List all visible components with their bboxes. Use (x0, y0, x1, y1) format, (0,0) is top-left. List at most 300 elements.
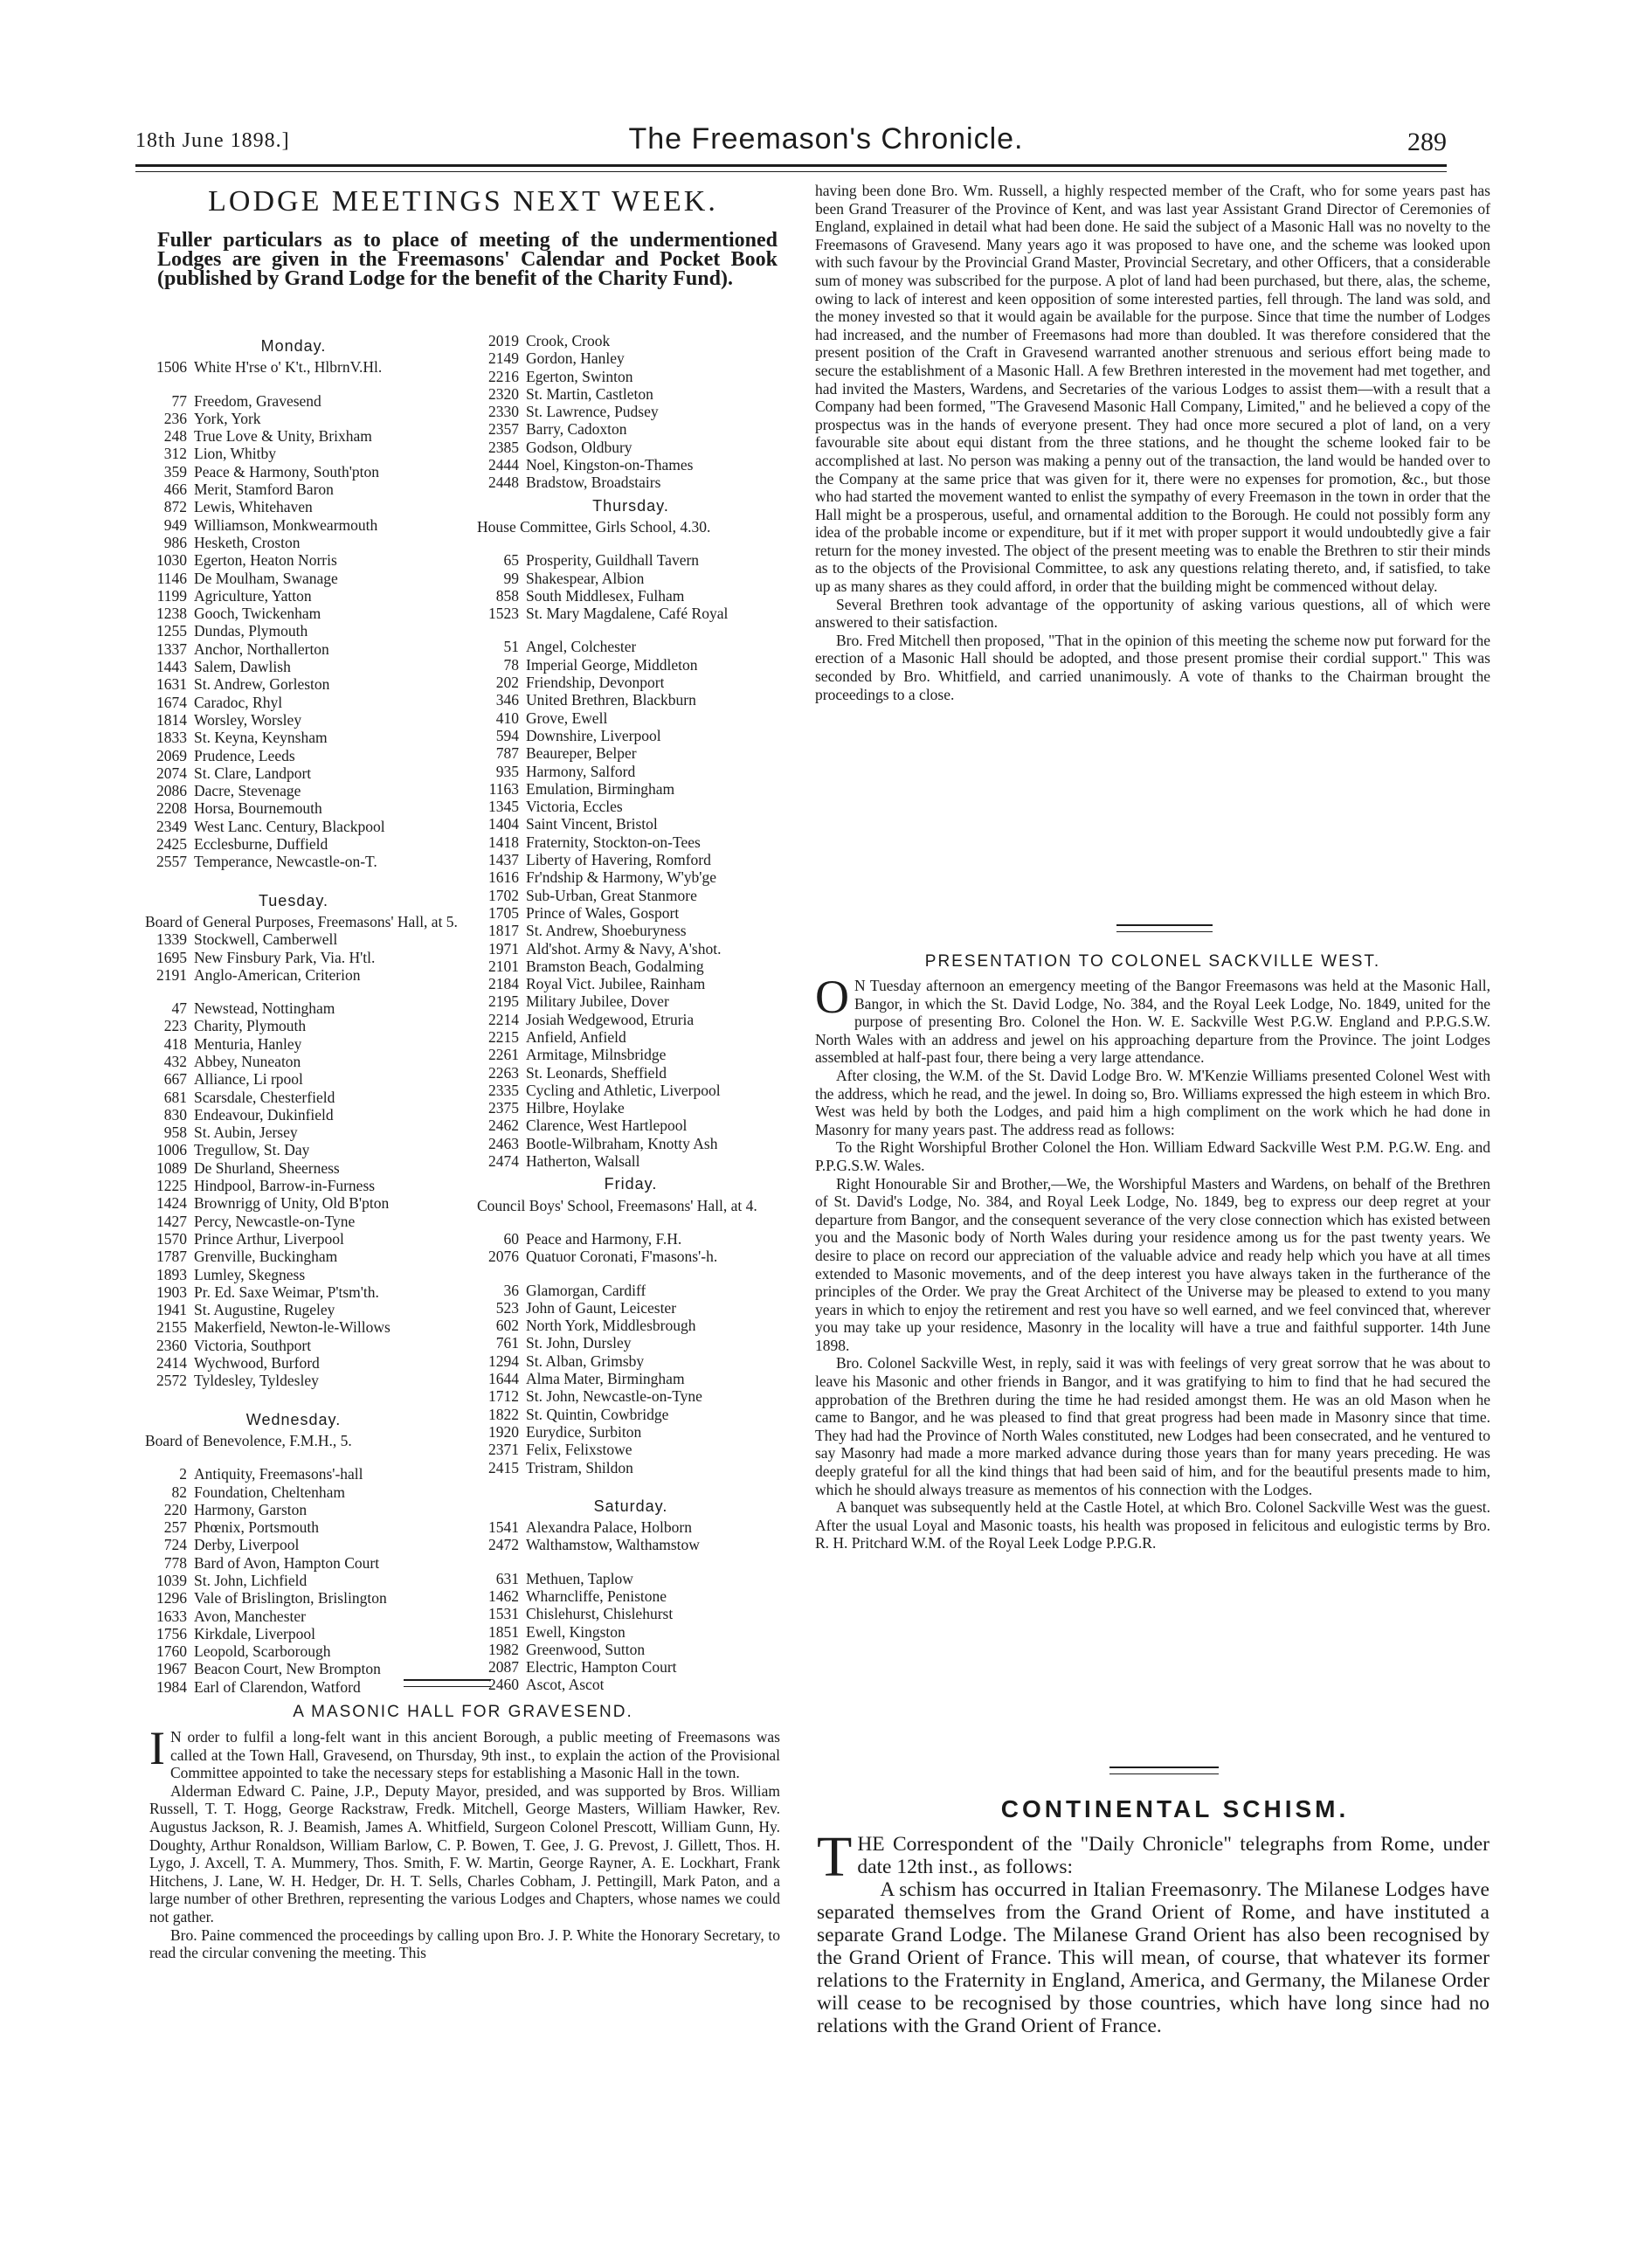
lodge-number: 1817 (488, 922, 519, 940)
lodge-name: Glamorgan, Cardiff (526, 1281, 646, 1299)
lodge-name: Royal Vict. Jubilee, Rainham (526, 975, 706, 993)
day-heading: Tuesday. (258, 891, 329, 909)
lodge-entry (477, 709, 785, 727)
lodge-name: Emulation, Birmingham (526, 779, 675, 798)
lodge-name: Charity, Plymouth (194, 1017, 307, 1035)
lodge-entry (477, 975, 785, 992)
lodge-number: 1199 (156, 586, 187, 605)
schism-para-2: A schism has occurred in Italian Freemasonry. The Milanese Lodges have separated themselves from the Grand Orient of Rome, and have instituted a separate Grand Lodge. The Milanese Grand Orient has also been recognised by the Grand Orient of France. This will mean, of course, that whatever its former relations to the Fraternity in England, America, and Germany, the Milanese Order will cease to be recognised by those countries, which have long since had no relations with the Grand Orient of France. (817, 1878, 1490, 2037)
lodge-entry (477, 385, 785, 403)
lodge-number: 787 (495, 744, 519, 763)
lodge-number: 1616 (488, 868, 519, 887)
lodge-number: 631 (495, 1569, 519, 1587)
lodge-name: Bradstow, Broadstairs (526, 474, 661, 492)
lodge-name: Hindpool, Barrow-in-Furness (194, 1177, 376, 1195)
lodge-number: 1294 (488, 1352, 519, 1370)
lodge-name: Imperial George, Middleton (526, 655, 698, 674)
lodge-number: 1339 (156, 930, 187, 949)
lodge-name: Worsley, Worsley (194, 710, 302, 729)
lodge-number: 2086 (156, 782, 187, 800)
lodge-number: 1756 (156, 1624, 187, 1642)
lodge-entry (145, 966, 460, 984)
lodge-name: Foundation, Cheltenham (194, 1483, 346, 1501)
lodge-entry (145, 1318, 460, 1336)
lodge-name: Hatherton, Walsall (526, 1152, 640, 1171)
lodge-name: St. Augustine, Rugeley (194, 1301, 335, 1319)
lodge-number: 2335 (488, 1081, 519, 1099)
lodge-number: 466 (163, 481, 187, 499)
sackville-para-1: O N Tuesday afternoon an emergency meeting of the Bangor Freemasons was held at the Masonic Hall, Bangor, in which the St. David Lodge, No. 384, and the Royal Leek Lodge, No. 1849, united for the purpose of presenting Bro. Colonel the Hon. W. E. Sackville West P.G.W. England and P.P.G.S.W. North Wales with an address and jewel on his approaching departure from the Province. The joint Lodges assembled at half-past four, there being a very large attendance. (815, 971, 1490, 1067)
lodge-entry (145, 1141, 460, 1158)
lodge-name: Bramston Beach, Godalming (526, 957, 704, 975)
lodge-number: 2263 (488, 1063, 519, 1082)
lodge-entry (145, 445, 460, 462)
lodge-number: 236 (163, 409, 187, 427)
schism-para-1: THE Correspondent of the "Daily Chronicle" telegraphs from Rome, under date 12th inst., as follows: (817, 1825, 1490, 1889)
lodge-name: St. Martin, Castleton (526, 384, 653, 403)
lodge-entry (145, 1660, 460, 1677)
lodge-number: 761 (495, 1334, 519, 1352)
lodge-name: Ecclesburne, Duffield (194, 835, 328, 854)
lodge-name: Friendship, Devonport (526, 674, 665, 692)
lodge-number: 2572 (156, 1372, 187, 1390)
lodge-name: Clarence, West Hartlepool (526, 1117, 688, 1135)
lodge-list-column-right (477, 332, 785, 1694)
lodge-name: St. Alban, Grimsby (526, 1352, 645, 1370)
lodge-entry (477, 420, 785, 438)
lodge-list-column-left (145, 332, 460, 1696)
lodge-name: Harmony, Salford (526, 762, 636, 780)
lodge-entry (145, 764, 460, 782)
lodge-name: Williamson, Monkwearmouth (194, 515, 378, 534)
lodge-name: New Finsbury Park, Via. H'tl. (194, 948, 376, 966)
lodge-entry (145, 999, 460, 1017)
lodge-name: St. Lawrence, Pudsey (526, 403, 659, 421)
lodge-entry (477, 674, 785, 691)
lodge-name: Gooch, Twickenham (194, 605, 321, 623)
lodge-number: 2385 (488, 438, 519, 456)
lodge-name: Tristram, Shildon (526, 1458, 633, 1476)
lodge-name: Pr. Ed. Saxe Weimar, P'tsm'th. (194, 1283, 379, 1301)
lodge-name: Lion, Whitby (194, 445, 276, 463)
list-spacer (477, 622, 785, 638)
lodge-name: Fr'ndship & Harmony, W'yb'ge (526, 868, 716, 887)
lodge-name: Alexandra Palace, Holborn (526, 1518, 692, 1537)
lodge-entry (145, 587, 460, 605)
lodge-entry (477, 1387, 785, 1405)
lodge-entry (145, 799, 460, 817)
lodge-name: True Love & Unity, Brixham (194, 427, 372, 446)
lodge-entry (477, 1046, 785, 1063)
lodge-number: 1238 (156, 605, 187, 623)
lodge-name: Noel, Kingston-on-Thames (526, 456, 694, 474)
lodge-entry (477, 1317, 785, 1334)
lodge-name: Alliance, Li rpool (194, 1070, 303, 1089)
lodge-number: 2330 (488, 403, 519, 421)
list-spacer (145, 1449, 460, 1465)
lodge-entry (145, 1070, 460, 1088)
lodge-entry (477, 992, 785, 1010)
lodge-number: 872 (163, 498, 187, 516)
lodge-number: 2375 (488, 1099, 519, 1117)
lodge-name: Chislehurst, Chislehurst (526, 1605, 674, 1623)
lodge-number: 1941 (156, 1301, 187, 1319)
lodge-number: 432 (163, 1052, 187, 1070)
lodge-name: Lewis, Whitehaven (194, 498, 313, 516)
lodge-name: St. Mary Magdalene, Café Royal (526, 605, 729, 623)
lodge-number: 77 (171, 391, 187, 410)
lodge-number: 1531 (488, 1605, 519, 1623)
lodge-meetings-intro: Fuller particulars as to place of meeting of the undermentioned Lodges are given in the Freemasons' Calendar and Pocket Book (published by Grand Lodge for the benefit of the Charity Fund). (157, 229, 778, 290)
gravesend-para-1: I N order to fulfil a long-felt want in this ancient Borough, a public meeting of Freemasons was called at the Town Hall, Gravesend, on Thursday, 9th inst., to explain the action of the Provisional Committee appointed to take the necessary steps for establishing a Masonic Hall in the town. (149, 1722, 780, 1782)
lodge-number: 1705 (488, 903, 519, 922)
lodge-name: Anchor, Northallerton (194, 640, 329, 658)
lodge-name: Temperance, Newcastle-on-T. (194, 853, 377, 871)
lodge-number: 1971 (488, 939, 519, 958)
lodge-entry (145, 1213, 460, 1230)
lodge-name: Grenville, Buckingham (194, 1248, 338, 1266)
lodge-name: Beaureper, Belper (526, 744, 637, 763)
lodge-entry (477, 1082, 785, 1099)
lodge-number: 2414 (156, 1354, 187, 1372)
lodge-entry (145, 534, 460, 551)
lodge-number: 1462 (488, 1587, 519, 1605)
lodge-name: Kirkdale, Liverpool (194, 1624, 315, 1642)
lodge-entry (145, 463, 460, 481)
lodge-number: 2357 (488, 420, 519, 439)
lodge-number: 1833 (156, 729, 187, 747)
lodge-name: Walthamstow, Walthamstow (526, 1536, 700, 1554)
lodge-number: 949 (163, 515, 187, 534)
lodge-entry (477, 1623, 785, 1641)
lodge-entry (145, 1089, 460, 1106)
lodge-number: 60 (503, 1229, 519, 1248)
lodge-entry (477, 1135, 785, 1152)
lodge-entry (477, 691, 785, 709)
lodge-number: 2074 (156, 764, 187, 782)
lodge-name: Josiah Wedgewood, Etruria (526, 1010, 695, 1028)
lodge-name: Ascot, Ascot (526, 1676, 605, 1694)
lodge-entry (477, 868, 785, 886)
lodge-entry (145, 1159, 460, 1177)
lodge-entry (145, 392, 460, 410)
lodge-name: United Brethren, Blackburn (526, 691, 696, 709)
lodge-entry (477, 1248, 785, 1265)
lodge-entry (145, 410, 460, 427)
schism-heading: CONTINENTAL SCHISM. (1000, 1795, 1350, 1822)
drop-cap: T (817, 1825, 853, 1889)
lodge-entry (145, 930, 460, 948)
lodge-name: White H'rse o' K't., HlbrnV.Hl. (194, 358, 383, 377)
lodge-name: Ald'shot. Army & Navy, A'shot. (526, 939, 722, 958)
lodge-name: Percy, Newcastle-on-Tyne (194, 1212, 356, 1230)
lodge-name: Harmony, Garston (194, 1500, 308, 1518)
issue-date: 18th June 1898.] (135, 129, 290, 152)
lodge-number: 1631 (156, 675, 187, 694)
lodge-number: 1523 (488, 605, 519, 623)
lodge-number: 1506 (156, 358, 187, 377)
lodge-number: 220 (163, 1500, 187, 1518)
lodge-name: St. Aubin, Jersey (194, 1124, 298, 1142)
lodge-name: Hesketh, Croston (194, 533, 301, 551)
lodge-name: Lumley, Skegness (194, 1265, 306, 1283)
lodge-number: 1893 (156, 1265, 187, 1283)
lodge-number: 2069 (156, 746, 187, 764)
lodge-entry (477, 1370, 785, 1387)
lodge-name: Vale of Brislington, Brislington (194, 1589, 387, 1608)
lodge-entry (145, 1230, 460, 1248)
lodge-name: Wharncliffe, Penistone (526, 1587, 667, 1605)
lodge-entry (477, 349, 785, 367)
lodge-entry (145, 1465, 460, 1483)
gravesend-article (149, 1722, 780, 1962)
lodge-number: 257 (163, 1518, 187, 1537)
section-divider (1116, 924, 1213, 932)
lodge-entry (477, 638, 785, 655)
lodge-name: Barry, Cadoxton (526, 420, 627, 439)
lodge-name: Brownrigg of Unity, Old B'pton (194, 1194, 390, 1213)
lodge-entry (477, 958, 785, 975)
lodge-number: 1787 (156, 1248, 187, 1266)
lodge-entry (145, 1372, 460, 1389)
lodge-number: 2087 (488, 1658, 519, 1677)
lodge-meetings-heading: LODGE MEETINGS NEXT WEEK. (208, 185, 718, 218)
lodge-name: Fraternity, Stockton-on-Tees (526, 833, 701, 851)
lodge-entry (477, 851, 785, 868)
lodge-entry (145, 551, 460, 569)
lodge-number: 2415 (488, 1458, 519, 1476)
lodge-name: Freedom, Gravesend (194, 391, 321, 410)
lodge-name: Agriculture, Yatton (194, 586, 312, 605)
lodge-entry (477, 1334, 785, 1352)
lodge-number: 2472 (488, 1536, 519, 1554)
lodge-entry (477, 1676, 785, 1693)
lodge-name: Prince of Wales, Gosport (526, 903, 680, 922)
lodge-number: 602 (495, 1317, 519, 1335)
lodge-entry (145, 1301, 460, 1318)
lodge-name: Methuen, Taplow (526, 1569, 633, 1587)
lodge-name: Newstead, Nottingham (194, 999, 335, 1018)
lodge-name: Merit, Stamford Baron (194, 481, 334, 499)
lodge-entry (145, 1483, 460, 1501)
lodge-entry (477, 1570, 785, 1587)
lodge-number: 1541 (488, 1518, 519, 1537)
lodge-number: 2215 (488, 1027, 519, 1046)
lodge-name: Greenwood, Sutton (526, 1640, 646, 1658)
sackville-article (815, 971, 1490, 1552)
page-number: 289 (1407, 128, 1447, 156)
drop-cap: O (815, 971, 849, 1023)
header-rule (135, 164, 1447, 167)
sackville-para-2: After closing, the W.M. of the St. David Lodge Bro. W. M'Kenzie Williams presented Colonel West with the address, which he read, and the jewel. In doing so, Bro. Williams expressed the high esteem in which Bro. West was held by both the Lodges, and paid him a high compliment on the work which he had done in Masonry for many years past. The address read as follows: (815, 1066, 1490, 1138)
lodge-number: 1644 (488, 1370, 519, 1388)
list-spacer (477, 1214, 785, 1230)
lodge-number: 82 (171, 1483, 187, 1501)
lodge-entry (477, 1658, 785, 1676)
lodge-number: 1225 (156, 1177, 187, 1195)
lodge-number: 51 (503, 638, 519, 656)
lodge-name: Scarsdale, Chesterfield (194, 1088, 335, 1106)
lodge-number: 1814 (156, 710, 187, 729)
lodge-number: 1851 (488, 1622, 519, 1641)
list-spacer (477, 1554, 785, 1570)
lodge-entry (477, 727, 785, 744)
lodge-name: Menturia, Hanley (194, 1034, 302, 1053)
lodge-number: 2076 (488, 1248, 519, 1266)
lodge-entry (477, 940, 785, 958)
lodge-number: 223 (163, 1017, 187, 1035)
lodge-number: 778 (163, 1553, 187, 1572)
lodge-number: 1030 (156, 551, 187, 570)
lodge-entry (145, 427, 460, 445)
lodge-number: 65 (503, 551, 519, 570)
lodge-entry (145, 481, 460, 498)
lodge-name: Dundas, Plymouth (194, 622, 308, 640)
lodge-number: 2214 (488, 1010, 519, 1028)
lodge-name: Angel, Colchester (526, 638, 637, 656)
gravesend-continued-para-1: having been done Bro. Wm. Russell, a highly respected member of the Craft, who for some years past has been Grand Treasurer of the Province of Kent, and was last year Assistant Grand Director of Ceremonies of England, explained in detail what had been done. He said the subject of a Masonic Hall was no novelty to the Freemasons of Gravesend. Many years ago it was proposed to have one, and the scheme was looked upon with such favour by the Provincial Grand Master, Provincial Secretary, and other Officers, that a considerable sum of money was subscribed for the purpose. A plot of land had been purchased, but there, alas, the scheme, owing to lack of interest and keen opposition of some interested parties, fell through. The land was sold, and the money invested so that it would again be available for the purpose. Since that time the number of Lodges had increased, and the number of Freemasons had more than doubled. It was therefore considered that the present position of the Craft in Gravesend warranted another strenuous and serious effort being made to secure the establishment of a Masonic Hall. A few Brethren interested in the movement had met together, and had invited the Masters, Wardens, and Secretaries of the various Lodges to assist them—with a result that a Company had been formed, "The Gravesend Masonic Hall Company, Limited," and he believed a copy of the prospectus was in the hands of everyone present. They had once more secured a plot of land, on a very favourable site about equi distant from the three stations, and he thought the scheme looked fair to be accomplished at last. No person was making a penny out of the transaction, the land would be handed over to the Company at the same price that was given for it, there were no expenses for promotion, &c., but those who had started the movement wanted to enlist the sympathy of every Freemason in the town in order that the Hall might be a prosperous, useful, and ornamental addition to the Borough. He could not possibly form any idea of the probable income or expenditure, but if it met with proper support it would undoubtedly give a fair return for the money invested. The object of the present meeting was to enable the Brethren to stir their minds as to the objects of the Provisional Committee, to ask any questions relating thereto, and, if satisfied, to take up as many shares as they could afford, in order that the building might be commenced without delay. (815, 182, 1490, 596)
lodge-entry (477, 1117, 785, 1134)
lodge-entry (477, 763, 785, 780)
drop-cap: I (149, 1722, 165, 1774)
lodge-number: 594 (495, 726, 519, 744)
lodge-number: 523 (495, 1298, 519, 1317)
lodge-number: 2462 (488, 1117, 519, 1135)
lodge-number: 1443 (156, 658, 187, 676)
lodge-name: Salem, Dawlish (194, 658, 291, 676)
lodge-name: St. Andrew, Gorleston (194, 675, 330, 694)
list-spacer (145, 871, 460, 887)
gravesend-para-2: Alderman Edward C. Paine, J.P., Deputy Mayor, presided, and was supported by Bros. William Russell, T. T. Hogg, George Rackstraw, Fredk. Mitchell, George Masters, William Hawker, Rev. Augustus Jackson, R. J. Beamish, James A. Whitfield, Surgeon Colonel Prescott, William Gunn, Hy. Doughty, Arthur Ronaldson, William Barlow, C. P. Bowen, T. Gee, J. G. Prevost, J. Gillett, Thos. H. Lygo, J. Axcell, T. A. Mummery, Thos. Smith, F. W. Martin, George Rayner, A. E. Lockhart, Frank Hitchens, J. Lane, W. H. Hedger, Dr. H. T. Sells, Charles Cobham, J. Pettingill, Mark Paton, and a large number of other Brethren, representing the various Lodges and Chapters, whose names we could not gather. (149, 1781, 780, 1926)
lodge-number: 2460 (488, 1676, 519, 1694)
lodge-entry (477, 551, 785, 569)
lodge-number: 830 (163, 1105, 187, 1124)
lodge-number: 1404 (488, 815, 519, 833)
lodge-number: 2 (179, 1465, 187, 1483)
lodge-entry (477, 833, 785, 851)
lodge-name: Godson, Oldbury (526, 438, 632, 456)
lodge-number: 2425 (156, 835, 187, 854)
lodge-number: 1089 (156, 1158, 187, 1177)
lodge-entry (477, 744, 785, 762)
lodge-entry (145, 1354, 460, 1372)
lodge-name: St. Clare, Landport (194, 764, 312, 782)
list-spacer (477, 1476, 785, 1492)
section-divider (404, 1679, 491, 1687)
lodge-entry (145, 1053, 460, 1070)
lodge-name: Derby, Liverpool (194, 1536, 300, 1554)
lodge-entry (145, 640, 460, 658)
lodge-entry (145, 1589, 460, 1607)
gravesend-heading: A MASONIC HALL FOR GRAVESEND. (293, 1703, 633, 1721)
lodge-entry (477, 439, 785, 456)
lodge-name: Anglo-American, Criterion (194, 965, 361, 984)
lodge-number: 724 (163, 1536, 187, 1554)
lodge-name: North York, Middlesbrough (526, 1317, 696, 1335)
day-heading: Friday. (604, 1175, 658, 1193)
lodge-entry (477, 1028, 785, 1046)
lodge-entry (477, 815, 785, 833)
lodge-entry (145, 1625, 460, 1642)
lodge-name: Avon, Manchester (194, 1607, 306, 1625)
lodge-number: 958 (163, 1124, 187, 1142)
lodge-entry (145, 729, 460, 746)
lodge-entry (477, 587, 785, 605)
lodge-entry (145, 1177, 460, 1194)
lodge-entry (145, 1536, 460, 1553)
lodge-entry (477, 1641, 785, 1658)
board-note: House Committee, Girls School, 4.30. (477, 517, 711, 536)
lodge-entry (145, 1554, 460, 1572)
lodge-name: Ewell, Kingston (526, 1622, 626, 1641)
lodge-number: 1982 (488, 1640, 519, 1658)
lodge-entry (477, 1299, 785, 1317)
lodge-number: 418 (163, 1034, 187, 1053)
day-heading: Saturday. (593, 1497, 668, 1515)
board-note: Board of General Purposes, Freemasons' Hall, at 5. (145, 912, 458, 930)
lodge-number: 1163 (488, 779, 519, 798)
list-spacer (477, 536, 785, 551)
lodge-number: 1345 (488, 798, 519, 816)
lodge-number: 346 (495, 691, 519, 709)
lodge-name: Downshire, Liverpool (526, 726, 661, 744)
lodge-entry (477, 570, 785, 587)
lodge-entry (477, 1230, 785, 1248)
lodge-name: Peace and Harmony, F.H. (526, 1229, 682, 1248)
lodge-entry (145, 675, 460, 693)
lodge-name: Grove, Ewell (526, 709, 608, 727)
lodge-entry (477, 1099, 785, 1117)
lodge-name: Prudence, Leeds (194, 746, 295, 764)
lodge-entry (477, 1406, 785, 1423)
gravesend-para-3: Bro. Paine commenced the proceedings by calling upon Bro. J. P. White the Honorary Secretary, to read the circular convening the meeting. This (149, 1926, 780, 1962)
lodge-number: 1967 (156, 1660, 187, 1678)
lodge-name: Cycling and Athletic, Liverpool (526, 1081, 721, 1099)
sackville-para-3: To the Right Worshipful Brother Colonel the Hon. William Edward Sackville West P.M. P.G.W. Eng. and P.P.G.S.W. Wales. (815, 1138, 1490, 1174)
lodge-entry (145, 516, 460, 534)
lodge-name: Victoria, Eccles (526, 798, 623, 816)
list-spacer (145, 377, 460, 392)
lodge-name: Leopold, Scarborough (194, 1642, 331, 1661)
lodge-number: 2320 (488, 384, 519, 403)
lodge-number: 1702 (488, 886, 519, 904)
lodge-name: Caradoc, Rhyl (194, 693, 283, 711)
lodge-number: 986 (163, 533, 187, 551)
lodge-entry (145, 1266, 460, 1283)
lodge-name: Anfield, Anfield (526, 1027, 626, 1046)
lodge-name: De Moulham, Swanage (194, 569, 338, 587)
day-heading: Monday. (260, 337, 327, 355)
lodge-name: Earl of Clarendon, Watford (194, 1677, 361, 1696)
lodge-entry (145, 658, 460, 675)
lodge-entry (145, 1124, 460, 1141)
lodge-entry (477, 1605, 785, 1622)
lodge-entry (477, 368, 785, 385)
lodge-name: Prince Arthur, Liverpool (194, 1229, 344, 1248)
lodge-name: St. Leonards, Sheffield (526, 1063, 667, 1082)
lodge-number: 2261 (488, 1046, 519, 1064)
lodge-entry (477, 1441, 785, 1458)
lodge-number: 1424 (156, 1194, 187, 1213)
lodge-number: 2191 (156, 965, 187, 984)
lodge-name: Bootle-Wilbraham, Knotty Ash (526, 1134, 718, 1152)
lodge-entry (145, 694, 460, 711)
lodge-entry (477, 887, 785, 904)
lodge-entry (145, 1106, 460, 1124)
lodge-number: 2216 (488, 367, 519, 385)
lodge-name: Tregullow, St. Day (194, 1141, 310, 1159)
lodge-entry (477, 1518, 785, 1536)
